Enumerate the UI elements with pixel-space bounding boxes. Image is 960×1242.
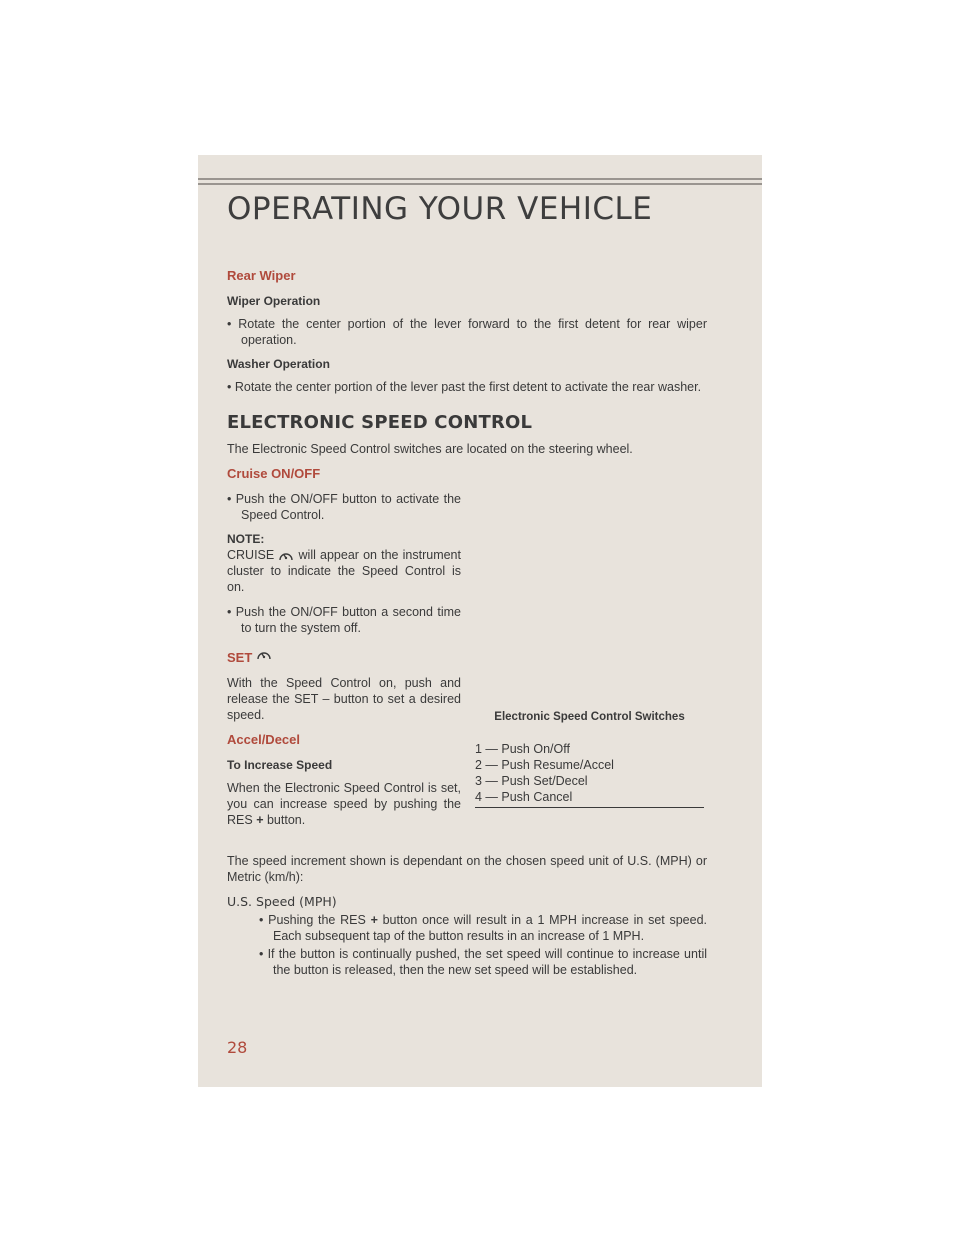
washer-operation-bullet: • Rotate the center portion of the lever past the first detent to activate the rear washer. [227,380,702,394]
page-number: 28 [227,1038,248,1057]
set-text: With the Speed Control on, push and release the SET – button to set a desired speed. [227,676,461,722]
accel-decel-heading: Accel/Decel [227,732,300,747]
note-post: will appear on the instrument cluster to indicate the Speed Control is on. [227,548,461,594]
esc-intro: The Electronic Speed Control switches are located on the steering wheel. [227,442,633,456]
figure-rule [475,807,704,808]
header-rule-bottom [198,183,762,185]
figure-item: 2 — Push Resume/Accel [475,758,614,772]
us-speed-heading: U.S. Speed (MPH) [227,894,337,909]
increase-speed-heading: To Increase Speed [227,758,333,772]
note-label: NOTE: [227,532,265,546]
note-pre: CRUISE [227,548,275,562]
increment-text: The speed increment shown is dependant on the chosen speed unit of U.S. (MPH) or Metric (km/h): [227,854,707,884]
plus-symbol: + [370,913,378,927]
plus-symbol: + [256,813,264,827]
us-speed-bullet-1 [227,912,707,944]
figure-item: 1 — Push On/Off [475,742,570,756]
increase-speed-text-post: button. [266,813,306,827]
manual-page [198,155,762,1087]
note-text [227,547,461,595]
us-speed-bullet-2: • If the button is continually pushed, the set speed will continue to increase until the button is released, then the new set speed will be established. [259,947,707,977]
speedometer-icon [256,648,272,662]
switches-figure-caption [475,711,704,808]
rear-wiper-heading: Rear Wiper [227,268,296,283]
set-heading-row [227,650,461,666]
cruise-bullet-2: • Push the ON/OFF button a second time to turn the system off. [227,605,461,635]
washer-operation-heading: Washer Operation [227,357,330,371]
us-bullet-1-post: button once will result in a 1 MPH increase in set speed. Each subsequent tap of the button results in an increase of 1 MPH. [273,913,708,943]
left-column [227,466,461,828]
figure-item: 4 — Push Cancel [475,790,573,804]
wiper-operation-heading: Wiper Operation [227,294,321,308]
figure-item: 3 — Push Set/Decel [475,774,588,788]
figure-title: Electronic Speed Control Switches [494,711,685,723]
full-width-section [227,853,707,980]
set-heading: SET [227,650,253,665]
increase-speed-text-pre: When the Electronic Speed Control is set, you can increase speed by pushing the RES [227,781,461,827]
increase-speed-text [227,780,461,828]
us-bullet-1-pre: • Pushing the RES [259,913,366,927]
wiper-operation-bullet: • Rotate the center portion of the lever forward to the first detent for rear wiper operation. [227,317,707,347]
cruise-heading: Cruise ON/OFF [227,466,321,481]
cruise-bullet-1: • Push the ON/OFF button to activate the Speed Control. [227,492,461,522]
esc-heading: ELECTRONIC SPEED CONTROL [227,412,533,433]
speedometer-icon [278,549,294,563]
section-title: OPERATING YOUR VEHICLE [227,191,653,227]
header-rule-top [198,178,762,180]
